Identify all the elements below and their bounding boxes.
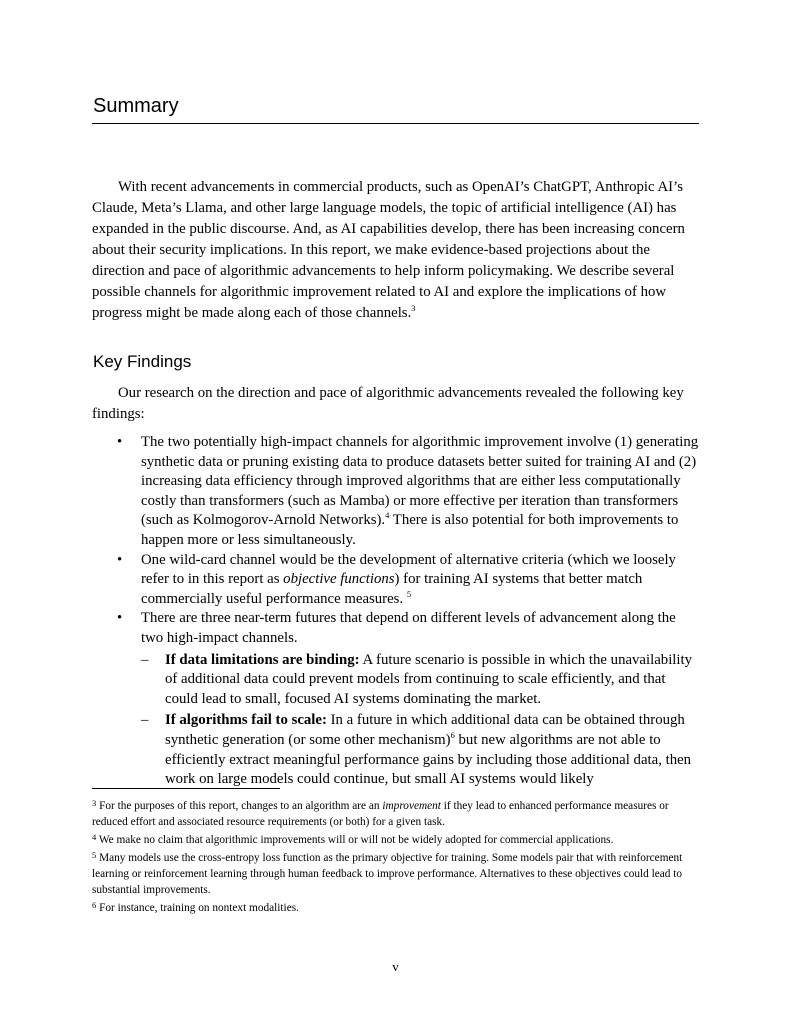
finding-text-continued: There is also potential for both improvements to happen more or less simultaneously. bbox=[141, 512, 679, 548]
key-findings-intro: Our research on the direction and pace of algorithmic advancements revealed the following key findings: bbox=[92, 385, 684, 422]
footnote-ref-3[interactable]: 3 bbox=[411, 303, 416, 314]
key-findings-heading: Key Findings bbox=[93, 352, 192, 371]
footnote-5 bbox=[92, 850, 704, 898]
scenario-item-1 bbox=[141, 651, 701, 710]
scenario-item-2 bbox=[141, 711, 701, 789]
bullet-marker: • bbox=[117, 610, 123, 627]
footnote-text: Many models use the cross-entropy loss function as the primary objective for training. Some models pair that with reinforcement learning or reinforcement learning through human feedback to improve performance. Alternatives to these objectives could lead to substantial improvements. bbox=[92, 852, 683, 896]
finding-text-continued: ) for training AI systems that better match commercially useful performance measures. bbox=[141, 571, 643, 607]
footnote-4 bbox=[92, 832, 704, 848]
footnote-text-continued: if they lead to enhanced performance measures or reduced effort and associated resource requirements (or both) for a given task. bbox=[92, 800, 669, 828]
footnote-number: 3 bbox=[92, 798, 97, 808]
scenario-lead: If data limitations are binding: bbox=[165, 651, 360, 668]
footnote-number: 4 bbox=[92, 832, 97, 842]
finding-text: The two potentially high-impact channels for algorithmic improvement involve (1) generating synthetic data or pruning existing data to produce datasets better suited for training AI and (2) increasing data efficiency through improved algorithms that are either less computationally costly than transformers (such as Mamba) or more effective per iteration than transformers (such as Kolmogorov-Arnold Networks). bbox=[141, 434, 699, 529]
footnote-ref-6[interactable]: 6 bbox=[450, 729, 455, 740]
dash-marker: – bbox=[141, 712, 149, 729]
footnote-ref-4[interactable]: 4 bbox=[385, 510, 390, 521]
footnote-6 bbox=[92, 900, 704, 916]
scenario-text: In a future in which additional data can be obtained through synthetic generation (or some other mechanism) bbox=[165, 712, 685, 748]
finding-item-1 bbox=[117, 433, 701, 551]
summary-paragraph-text: With recent advancements in commercial products, such as OpenAI’s ChatGPT, Anthropic AI’s Claude, Meta’s Llama, and other large language models, the topic of artificial intelligence (AI) has expanded in the public discourse. And, as AI capabilities develop, there has been increasing concern about their security implications. In this report, we make evidence-based projections about the direction and pace of algorithmic advancements to help inform policymaking. We describe several possible channels for algorithmic improvement related to AI and explore the implications of how progress might be made along each of those channels. bbox=[92, 179, 685, 321]
bullet-marker: • bbox=[117, 434, 123, 450]
scenario-lead: If algorithms fail to scale: bbox=[165, 712, 327, 729]
footnote-number: 5 bbox=[92, 850, 97, 860]
finding-text: One wild-card channel would be the development of alternative criteria (which we loosely refer to in this report as bbox=[141, 551, 676, 588]
finding-italic-term: objective functions bbox=[283, 571, 395, 588]
bullet-marker: • bbox=[117, 551, 123, 568]
finding-item-2 bbox=[117, 551, 701, 610]
key-findings-list bbox=[117, 433, 701, 790]
heading-divider bbox=[92, 123, 699, 124]
footnote-number: 6 bbox=[92, 900, 97, 910]
footnote-divider bbox=[92, 788, 280, 789]
dash-marker: – bbox=[141, 651, 149, 668]
footnote-text: For the purposes of this report, changes to an algorithm are an bbox=[96, 800, 383, 812]
summary-heading: Summary bbox=[93, 95, 179, 117]
scenario-text: A future scenario is possible in which the unavailability of additional data could prevent models from continuing to scale efficiently, and that could lead to small, focused AI systems dominating the market. bbox=[165, 651, 693, 707]
summary-paragraph bbox=[92, 177, 702, 324]
scenario-text-continued: but new algorithms are not able to efficiently extract meaningful performance gains by including those additional data, then work on large models could continue, but small AI systems would likely bbox=[165, 731, 692, 788]
scenario-list bbox=[141, 651, 701, 790]
footnote-text: For instance, training on nontext modalities. bbox=[96, 902, 299, 914]
footnote-3 bbox=[92, 798, 704, 830]
page-number: v bbox=[392, 959, 399, 974]
finding-item-3 bbox=[117, 609, 701, 789]
footnote-text: We make no claim that algorithmic improvements will or will not be widely adopted for commercial applications. bbox=[96, 834, 614, 846]
footnote-ref-5[interactable]: 5 bbox=[406, 588, 412, 599]
finding-text: There are three near-term futures that depend on different levels of advancement along the two high-impact channels. bbox=[141, 610, 676, 646]
footnotes-list bbox=[92, 798, 704, 918]
footnote-italic-term: improvement bbox=[382, 800, 441, 812]
